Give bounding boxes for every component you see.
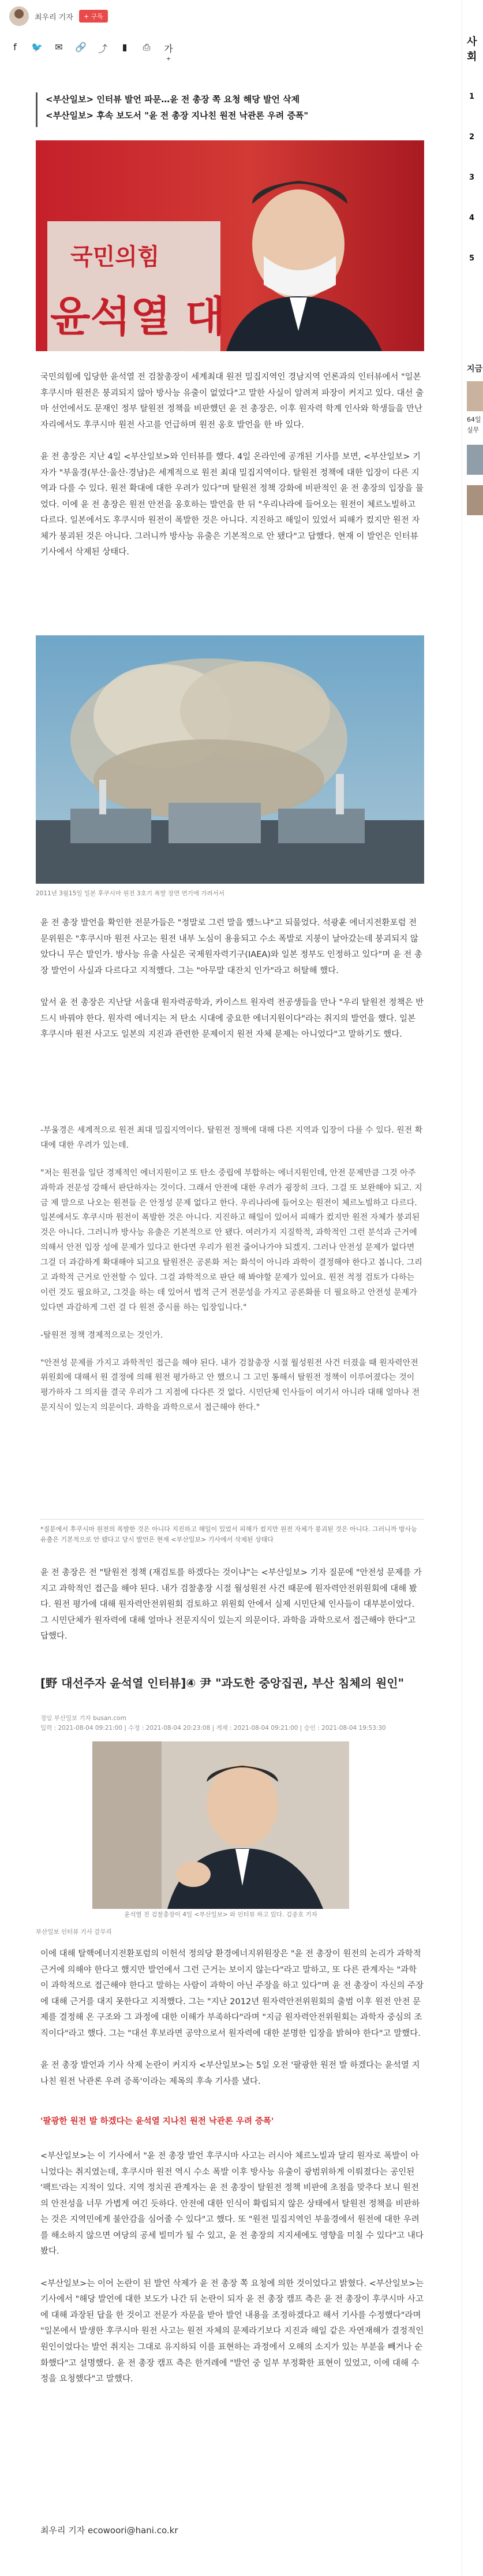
article-body-d: [40, 1946, 424, 2106]
sign-text: 국민의힘: [70, 244, 160, 270]
facebook-icon[interactable]: f: [13, 42, 17, 53]
photo-3-caption: 부산일보 인터뷰 기사 갈무리: [36, 1929, 112, 1935]
ranking-number[interactable]: 1: [469, 92, 475, 101]
quote-question: -부울경은 세계적으로 원전 최대 밀집지역이다. 탈원전 정책에 대해 다른 지역과 입장이 다를 수 있다. 원전 확대에 대한 우려가 있는데.: [40, 1126, 423, 1150]
link-icon[interactable]: 🔗: [75, 42, 87, 53]
article-photo-1: [36, 140, 424, 351]
ranking-number[interactable]: 5: [469, 254, 475, 263]
quote-question: -탈원전 정책 경제적으로는 것인가.: [40, 1330, 163, 1340]
embedded-photo-caption: 윤석열 전 검찰총장이 4일 <부산일보> 와 인터뷰 하고 있다. 김종호 기자: [124, 1911, 317, 1918]
author-name[interactable]: 최우리 기자: [35, 13, 73, 22]
article-body-c: [40, 1565, 424, 1661]
followup-highlight-line: [40, 2114, 424, 2130]
right-sidebar: [462, 0, 483, 2576]
author-avatar[interactable]: [9, 6, 29, 26]
follow-button[interactable]: + 구독: [79, 10, 108, 23]
share-toolbar: [9, 42, 174, 66]
paragraph: 앞서 윤 전 총장은 지난달 서울대 원자력공학과, 카이스트 원자력 전공생들을 만나 "우리 탈원전 정책은 반드시 바꿔야 한다. 원자력 에너지는 저 탄소 시대에 중요한 에너지원이다"라는 취지의 발언을 했다. 일본 후쿠시마 원전 사고도 일본의 지진과 관련한 문제이지 원전 자체 문제는 아니었다"고 말하기도 했다.: [40, 998, 424, 1040]
twitter-icon[interactable]: 🐦: [31, 42, 43, 53]
embedded-article-byline: 정임 부산일보 기자 busan.com: [40, 1715, 126, 1722]
sidebar-item-text[interactable]: 실무: [467, 426, 480, 434]
reporter-byline[interactable]: 최우리 기자 ecowoori@hani.co.kr: [40, 2525, 178, 2536]
paragraph: [40, 2058, 424, 2090]
paragraph: <부산일보>는 이어 논란이 된 발언 삭제가 윤 전 총장 쪽 요청에 의한 것이었다고 밝혔다. <부산일보>는 기사에서 "해당 발언에 대한 보도가 나간 뒤 논란이 되자 윤 전 총장 캠프 측은 윤 전 총장이 후쿠시마 사고에 대해 과장된 답을 한 것이고 전문가 자문을 받아 발언 내용을 조정하겠다고 해서 기사를 수정했다"라며 "일본에서 발생한 후쿠시마 원전 사고는 원전 자체의 문제라기보다 지진과 해일 같은 자연재해가 결정적인 원인이었다는 발언 취지는 그대로 유지하되 이를 표현하는 과정에서 오해의 소지가 있는 부분을 빼거나 순화했다"고 설명했다. 윤 전 총장 캠프 측은 한겨레에 "발언 중 일부 부정확한 표현이 있었고, 이에 대해 수정을 요청했다"고 말했다.: [40, 2279, 424, 2384]
embedded-article-title: [野 대선주자 윤석열 인터뷰]④ 尹 "과도한 중앙집권, 부산 침체의 원인": [40, 1676, 404, 1690]
photo-2-graphic: [36, 635, 424, 884]
quote-answer: "저는 원전을 일단 경제적인 에너지원이고 또 탄소 중립에 부합하는 에너지원인데, 안전 문제만큼 그것 아주 과학과 전문성 강해서 판단하자는 것이다. 그래서 안전에 대한 우려가 굉장히 크다. 그걸 또 보완해야 되고. 지금 제 말으로 나오는 원전들 은 안정성 문제 없다고 한다. 우리나라에 들어오는 원전이 체르노빌하고 다르다. 일본에서도 후쿠시마 원전이 폭발한 것은 아니다. 지진하고 해일이 있어서 피해가 컸지만 원전 자체가 붕괴된 것은 아니다. 그러니까 방사능 유출은 기본적으로 안 됐다. 여러가지 지질학적, 과학적인 그런 분석과 근거에 의해서 안전 입장 성에 문제가 있다고 한다면 우리가 원전 줄어나가야 되겠지. 그러나 안전성 문제가 없다면 그걸 더 과감하게 확대해야 되고요 탈원전은 공론화 저는 화석이 아니라 과학이 결정해야 한다고 봅니다. 그리고 과학적 근거로 안전할 수 있다. 그걸 과학적으로 판단 해 봐야할 문제가 있어요. 원전 적정 검토가 다하는 이런 것도 필요하고, 그것을 하는 데 있어서 법적 근거 전문성을 가지고 공론화를 더 필요하고 안전성 문제가 있다면 과감하게 그런 걸 다 원전 중시를 하는 입장입니다.": [40, 1168, 422, 1312]
article-body-b: [40, 915, 424, 1059]
article-deck: [36, 92, 409, 127]
paragraph: <부산일보>는 이 기사에서 "윤 전 총장 발언 후쿠시마 사고는 러시아 체르노빌과 달리 원자로 폭발이 아니었다는 취지였는데, 후쿠시마 원전 역시 수소 폭발 이후 방사능 유출이 광범위하게 이뤄졌다는 공인된 '팩트'라는 지적이 있다. 지역 정치권 관계자는 윤 전 총장이 탈원전 정책 비판에 초점을 맞추다 보니 원전의 안전성을 너무 가볍게 여긴 듯하다. 안전에 대한 인식이 확립되지 않은 상태에서 탈원전 정책을 비판하는 것은 지역민에게 불안감을 심어줄 수 있다"고 했다. 또 "원전 밀집지역인 부울경에서 원전에 대한 우려를 해소하지 않으면 여당의 공세 빌미가 될 수 있고, 윤 전 총장의 지지세에도 영향을 미칠 수 있다"고 내다봤다.: [40, 2151, 424, 2257]
deck-line-2: <부산일보> 후속 보도서 "윤 전 총장 지나친 원전 낙관론 우려 증폭": [46, 110, 309, 121]
article-photo-2: [36, 635, 424, 884]
photo-2-caption: 2011년 3월15일 일본 후쿠시마 원전 3호기 폭발 장면 연기에 가려서서: [36, 890, 224, 897]
paragraph-text: 윤 전 총장 발언과 기사 삭제 논란이 커지자 <부산일보>는 5일 오전 '팔광한 원전 발 하겠다는 윤석열 지나친 원전 낙관론 우려 증폭'이라는 제목의 후속 기사를 냈다.: [40, 2061, 420, 2086]
followup-article-headline[interactable]: '팔광한 원전 발 하겠다는 윤석열 지나친 원전 낙관론 우려 증폭': [40, 2117, 274, 2126]
sidebar-heading: 사회: [467, 36, 477, 63]
ranking-number[interactable]: 3: [469, 173, 475, 182]
embedded-article-photo: [92, 1741, 349, 1909]
photo-1-graphic: [36, 140, 424, 351]
ranking-number[interactable]: 4: [469, 214, 475, 222]
font-size-icon[interactable]: 가⁺: [164, 43, 173, 66]
embedded-photo-graphic: [92, 1741, 349, 1909]
sidebar-item-text[interactable]: 64일: [467, 416, 481, 423]
paragraph: 윤 전 총장은 전 "탈원전 정책 (재검토를 하겠다는 것이냐"는 <부산일보> 기자 질문에 "안전성 문제를 가지고 과학적인 접근을 해야 된다. 내가 검찰총장 시절 월성원전 사건 때문에 원자력안전위원회에 대해 봤다. 원전 평가에 대해 원자력안전위원회 검토하고 위원회 안에서 실제 시민단체 인사들이 대부분이었다. 그 시민단체가 원자력에 대해 얼마나 전문지식이 있는지 의문이다. 과학을 과학으로서 접근해야 한다"고 답했다.: [40, 1568, 422, 1641]
paragraph: 이에 대해 탈핵에너지전환포럼의 이헌석 정의당 환경에너지위원장은 "윤 전 총장이 원전의 논리가 과학적 근거에 의해야 한다고 했지만 발언에서 그런 근거는 보이지 않는다"라고 말하고, 또 다른 관계자는 "과학이 과학적으로 접근해야 한다고 말하는 사람이 과학이 아닌 주장을 하고 있다"며 윤 전 총장이 자신의 주장에 대해 근거를 대지 못한다고 지적했다. 그는 "지난 2012년 원자력안전위원회의 출범 이후 원전 안전 문제를 결정해 온 구조와 그 과정에 대한 이해가 부족하다"라며 "지금 원자력안전위원회는 과학자 중심의 조직이다"라고 했다. 그는 "대선 후보라면 공약으로서 원자력에 대한 분명한 입장을 밝혀야 한다"고 말했다.: [40, 1949, 424, 2038]
paragraph: 국민의힘에 입당한 윤석열 전 검찰총장이 세계최대 원전 밀집지역인 경남지역 언론과의 인터뷰에서 "일본 후쿠시마 원전은 붕괴되지 않아 방사능 유출이 없었다"고 말한 사실이 알려져 파장이 커지고 있다. 대선 출마 선언에서도 문재인 정부 탈원전 정책을 비판했던 윤 전 총장은, 이후 원자력 학계 인사와 학생들을 만난 자리에서도 후쿠시마 원전 사고를 언급하며 원전 옹호 발언을 한 바 있다.: [40, 373, 424, 430]
excerpt-footnote: *질문에서 후쿠시마 원전의 폭발한 것은 아니다 지진하고 해일이 있었서 피해가 컸지만 원전 자체가 붕괴된 것은 아니다. 그러니까 방사능 유출은 기본적으로 안 됐다고 당시 발언은 현재 <부산일보> 기사에서 삭제된 상태다: [40, 1519, 424, 1544]
sidebar-thumbnail[interactable]: [467, 445, 483, 475]
paragraph: 윤 전 총장은 지난 4일 <부산일보>와 인터뷰를 했다. 4일 온라인에 공개된 기사를 보면, <부산일보> 기자가 "부울경(부산·울산·경남)은 세계적으로 원전 최대 밀집지역이다. 탈원전 정책에 대한 입장이 다른 지역과 다를 수 있다. 원전 확대에 대한 우려가 있다"며 탈원전 정책 강화에 비판적인 윤 전 총장의 입장을 물었다. 이에 윤 전 총장은 원전 안전을 옹호하는 발언을 한 뒤 "우리나라에 들어오는 원전이 체르노빌하고 다르다. 일본에서도 후쿠시마 원전이 폭발한 것은 아니다. 지진하고 해일이 있었서 피해가 컸지만 원전 자체가 붕괴된 것은 아니다. 그러니까 방사능 유출은 기본적으로 안 됐다"고 답했다. 현재 이 발언은 인터뷰 기사에서 삭제된 상태다.: [40, 452, 424, 557]
share-icon[interactable]: ⤴: [98, 43, 107, 54]
print-icon[interactable]: ⎙: [143, 42, 151, 53]
author-bar: [0, 0, 483, 32]
sidebar-thumbnail[interactable]: [467, 381, 483, 411]
paragraph: 윤 전 총장 발언을 확인한 전문가들은 "정말로 그런 말을 했느냐"고 되물었다. 석광훈 에너지전환포럼 전문위원은 "후쿠시마 원전 사고는 원전 내부 노심이 용융되고 수소 폭발로 지붕이 날아갔는데 붕괴되지 않았다니 무슨 말인가. 방사능 유출 사실은 국제원자력기구(IAEA)와 일본 정부도 인정하고 있다"며 윤 전 총장 발언이 사실과 다르다고 지적했다. 그는 "아무말 대잔치 인가"라고 허탈해 했다.: [40, 918, 423, 976]
sidebar-section-label: 지금: [467, 364, 483, 374]
interview-excerpt: [40, 1123, 424, 1428]
article-body-a: [40, 370, 424, 577]
embedded-article-dates: 입력 : 2021-08-04 09:21:00 | 수정 : 2021-08-04 20:23:08 | 게재 : 2021-08-04 09:21:00 | 승인 : 2021-08-04 19:53:30: [40, 1725, 386, 1732]
sign-text-2: 윤석열 대: [50, 292, 226, 341]
quote-answer: "안전성 문제를 가지고 과학적인 접근을 해야 된다. 내가 검찰총장 시절 월성원전 사건 터졌을 때 원자력안전위원회에 대해서 원 결정에 의해 원전 평가하고 안 했으니 그 고민 통해서 탈원전 정책이 이루어졌다는 것이 평가하자 그 의지를 결국 우리가 그 지점에 다다른 것 없다. 시민단체 인사들이 여기서 아니라 대해 얼마나 전문지식이 있는지 의문이다. 과학을 과학으로서 접근해야 한다.": [40, 1358, 420, 1413]
article-body-e: [40, 2149, 424, 2404]
bookmark-icon[interactable]: ▮: [122, 42, 128, 53]
message-icon[interactable]: ✉: [55, 42, 63, 53]
deck-line-1: <부산일보> 인터뷰 발언 파문…윤 전 총장 쪽 요청 해당 발언 삭제: [46, 94, 300, 105]
sidebar-thumbnail[interactable]: [467, 485, 483, 515]
ranking-number[interactable]: 2: [469, 133, 475, 142]
